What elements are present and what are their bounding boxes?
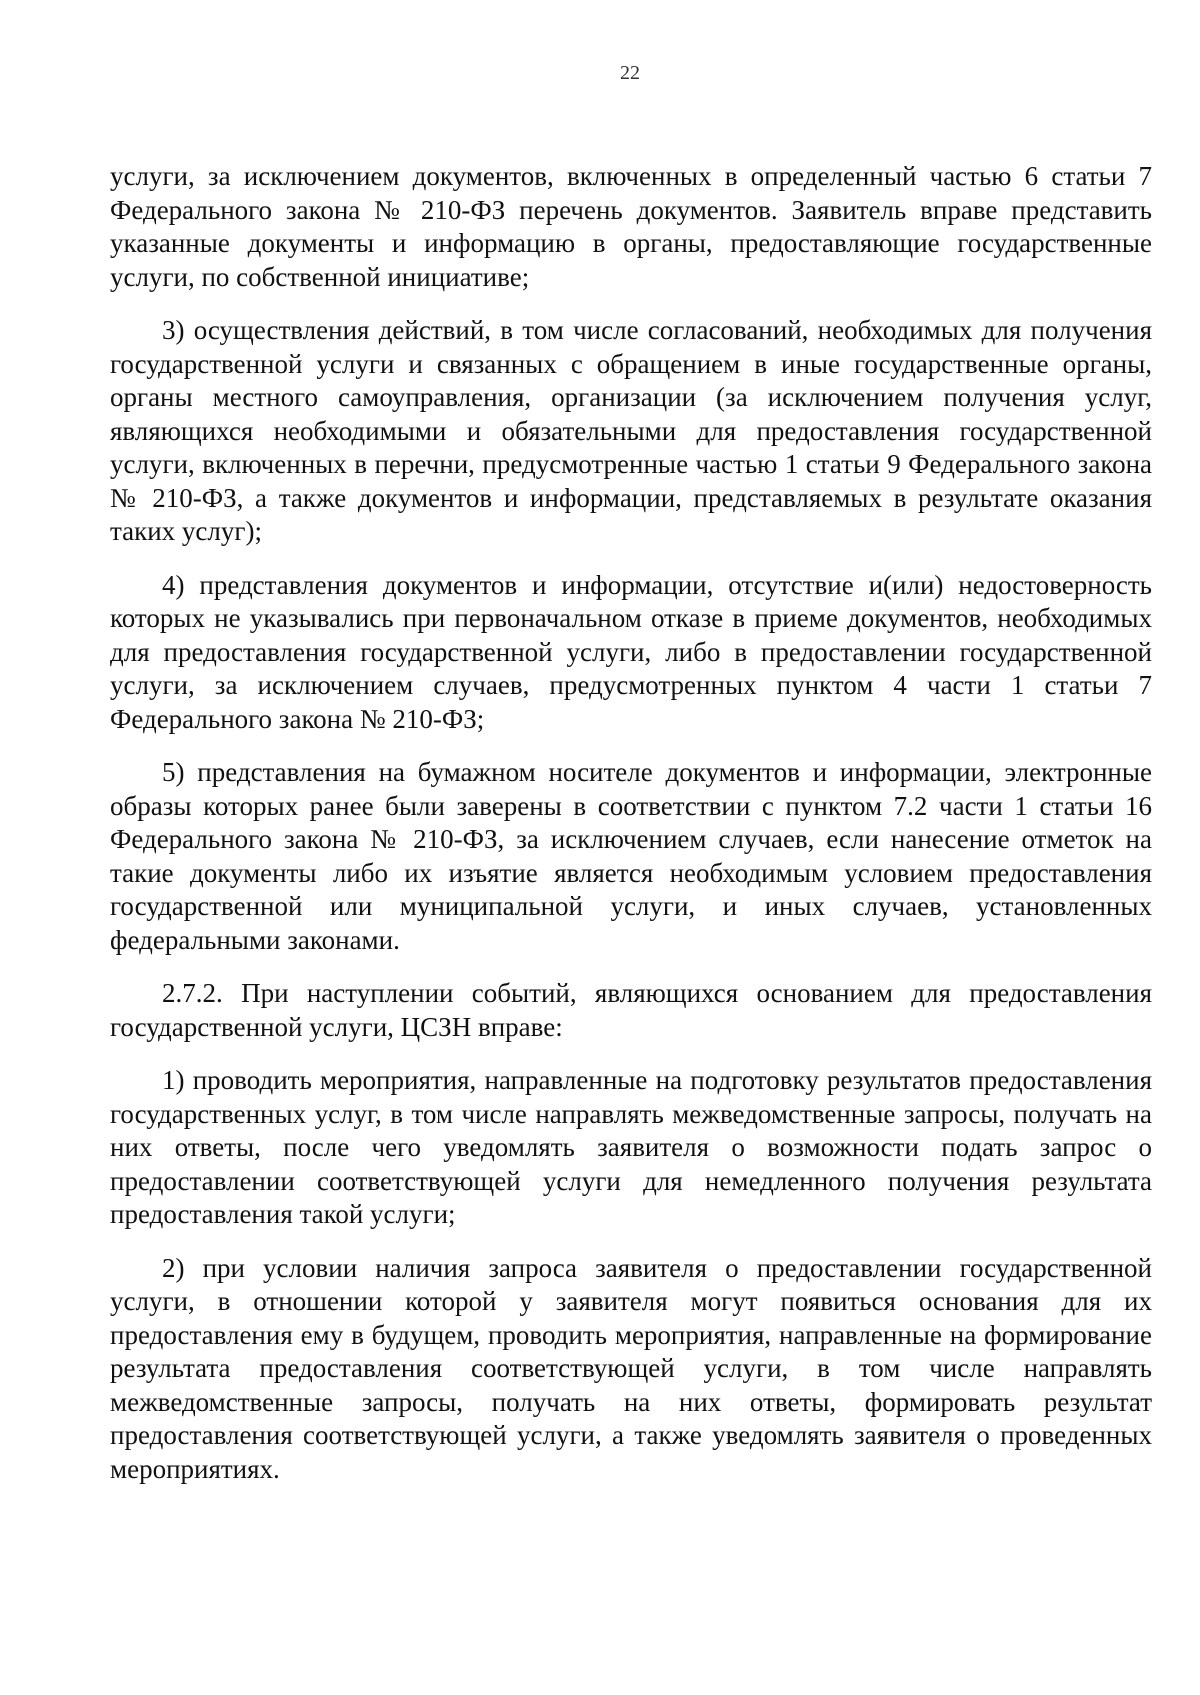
paragraph: 2.7.2. При наступлении событий, являющихся основанием для предоставления государственной услуги, ЦСЗН вправе: — [110, 978, 1152, 1042]
paragraph: 5) представления на бумажном носителе документов и информации, электронные образы которых ранее были заверены в соответствии с пунктом 7.2 части 1 статьи 16 Федерального закона № 210-ФЗ, за исключением случаев, если нанесение отметок на такие документы либо их изъятие является необходимым условием предоставления государственной или муниципальной услуги, и иных случаев, установленных федеральными законами. — [110, 757, 1152, 955]
paragraph: 1) проводить мероприятия, направленные на подготовку результатов предоставления государственных услуг, в том числе направлять межведомственные запросы, получать на них ответы, после чего уведомлять заявителя о возможности подать запрос о предоставлении соответствующей услуги для немедленного получения результата предоставления такой услуги; — [110, 1065, 1152, 1229]
page-number: 22 — [620, 62, 640, 84]
document-body — [110, 160, 1152, 1506]
paragraph: 4) представления документов и информации, отсутствие и(или) недостоверность которых не указывались при первоначальном отказе в приеме документов, необходимых для предоставления государственной услуги, либо в предоставлении государственной услуги, за исключением случаев, предусмотренных пунктом 4 части 1 статьи 7 Федерального закона № 210-ФЗ; — [110, 569, 1152, 734]
paragraph: 3) осуществления действий, в том числе согласований, необходимых для получения государственной услуги и связанных с обращением в иные государственные органы, органы местного самоуправления, организации (за исключением получения услуг, являющихся необходимыми и обязательными для предоставления государственной услуги, включенных в перечни, предусмотренные частью 1 статьи 9 Федерального закона № 210-ФЗ, а также документов и информации, представляемых в результате оказания таких услуг); — [110, 315, 1152, 546]
paragraph: 2) при условии наличия запроса заявителя о предоставлении государственной услуги, в отношении которой у заявителя могут появиться основания для их предоставления ему в будущем, проводить мероприятия, направленные на формирование результата предоставления соответствующей услуги, в том числе направлять межведомственные запросы, получать на них ответы, формировать результат предоставления соответствующей услуги, а также уведомлять заявителя о проведенных мероприятиях. — [110, 1252, 1152, 1484]
paragraph: услуги, за исключением документов, включенных в определенный частью 6 статьи 7 Федерального закона № 210-ФЗ перечень документов. Заявитель вправе представить указанные документы и информацию в органы, предоставляющие государственные услуги, по собственной инициативе; — [110, 161, 1152, 292]
